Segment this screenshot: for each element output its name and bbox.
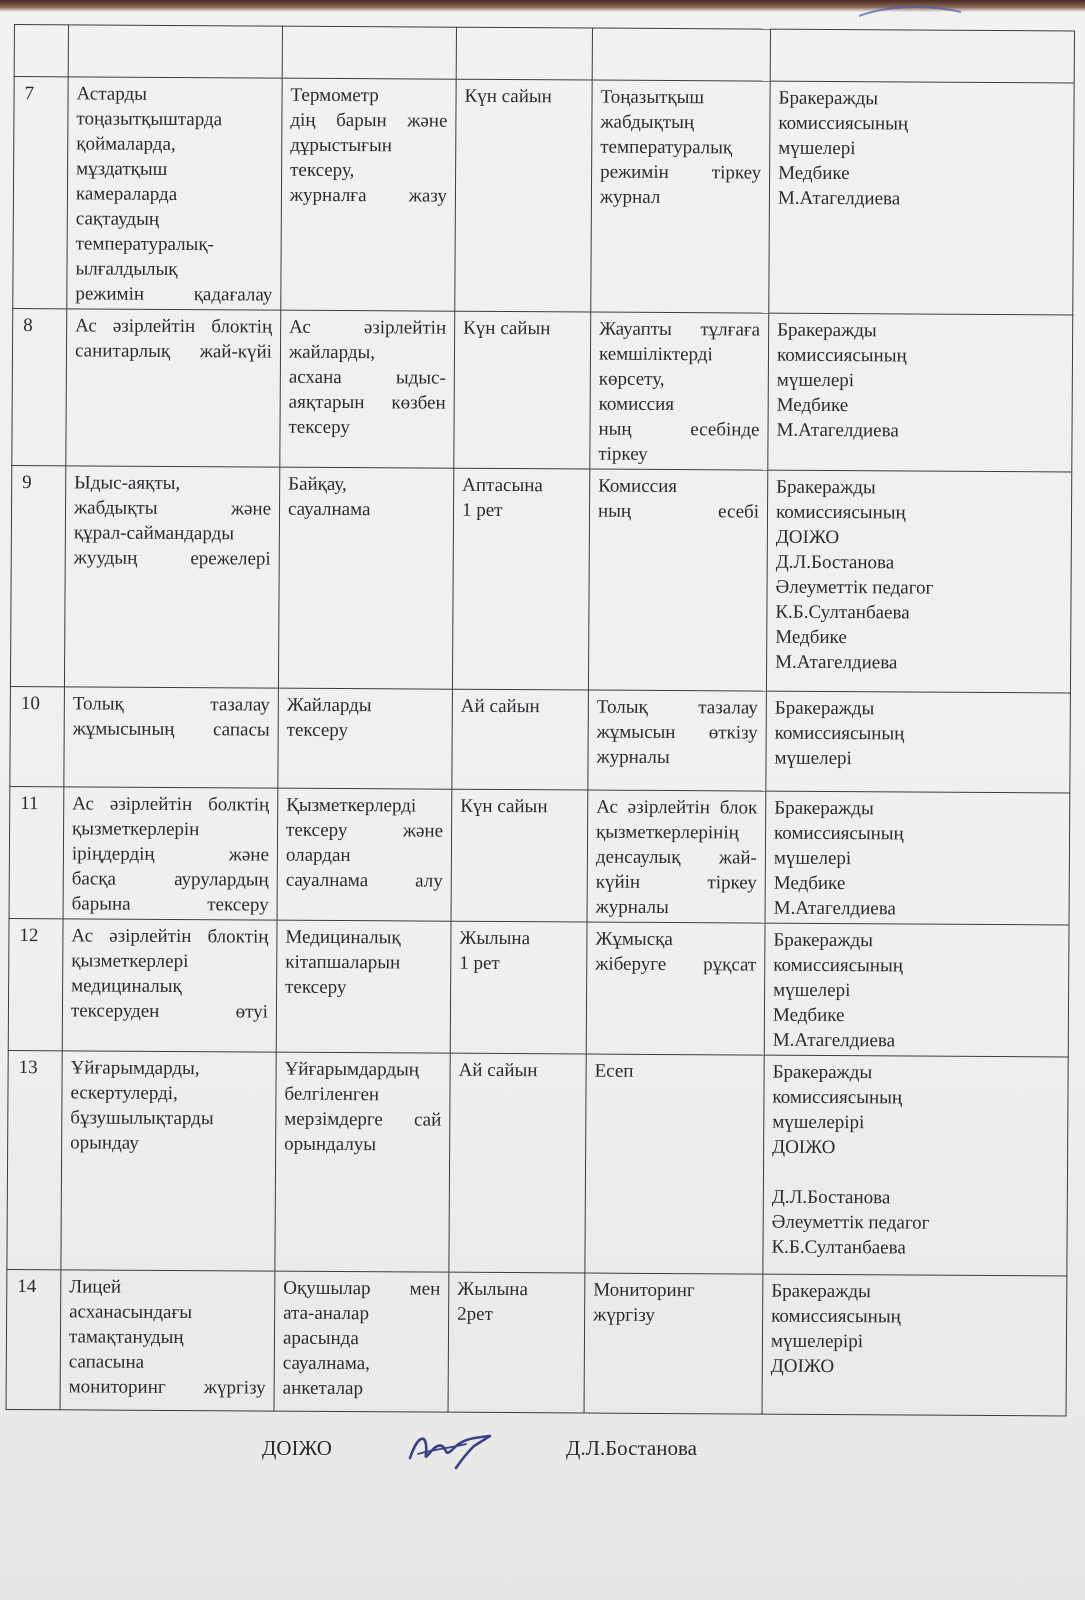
document-line: Жұмысқа [595,928,673,951]
event-line: тексеруден өтуі [70,1000,269,1023]
cell-event [60,1270,275,1411]
document-line: жүргізу [593,1304,655,1326]
method-line: аяқтарын көзбен [288,391,446,414]
row-number: 13 [18,1057,38,1079]
document-line: жіберуге рұқсат [595,953,757,976]
responsible-line: комиссиясының [773,954,903,977]
responsible-line: Бракеражды [776,476,876,499]
document-line: тіркеу [598,443,648,465]
frequency-line: Күн сайын [464,85,552,108]
table-row [14,25,1074,83]
document-line: жұмысын өткізу [596,721,758,744]
method-line: Термометр [290,84,379,107]
event-line: қызметкерлері [71,950,189,973]
responsible-line: мүшелері [773,847,852,870]
responsible-line: мүшелерірі [770,1330,864,1353]
method-line: Ас әзірлейтін [289,316,447,339]
cell-method [282,26,456,79]
table-row [6,1269,1067,1415]
event-line: Ыдыс-аяқты, [74,472,181,495]
method-line: Қызметкерлерді [286,794,417,817]
responsible-line: Медбике [778,162,850,185]
event-line: асханасындағы [69,1301,193,1324]
table-row [9,786,1070,924]
responsible-line: Бракеражды [777,319,877,342]
table-row [8,918,1069,1056]
table-body [6,25,1074,1416]
responsible-line: комиссиясының [774,822,904,845]
responsible-line: М.Атагелдиева [773,897,896,920]
table-row [13,77,1074,315]
cell-frequency [452,468,589,690]
document-line: журналы [595,896,669,919]
cell-num [9,786,64,918]
responsible-line: Бракеражды [778,87,879,110]
cell-frequency [456,27,592,80]
responsible-line: Медбике [775,626,847,649]
cell-document [588,690,767,791]
event-line: жұмысының сапасы [72,718,270,741]
cell-method [281,78,456,311]
method-line: кітапшаларын [285,951,401,974]
cell-document [591,80,770,313]
responsible-line: мүшелерірі [772,1111,865,1134]
frequency-line: Жылына [459,927,531,950]
method-line: Жайларды [286,694,372,717]
signer-position: ДОІЖО [262,1436,332,1460]
method-line: тексеру [288,416,350,439]
responsible-line: Медбике [772,1004,845,1027]
row-number: 14 [17,1276,37,1298]
event-line: жуудың ережелері [73,547,271,570]
method-line: тексеру [285,976,347,999]
frequency-line: Күн сайын [460,795,548,818]
method-line: анкеталар [282,1377,364,1400]
method-line: белгіленген [284,1083,380,1106]
cell-responsible [764,923,1069,1057]
cell-responsible [770,29,1074,83]
table-row [10,686,1071,792]
frequency-line: 1 рет [459,952,500,974]
cell-method [275,1052,450,1272]
row-number: 9 [22,472,32,494]
cell-document [586,922,765,1055]
cell-num [7,1050,62,1269]
responsible-line: М.Атагелдиева [772,1029,896,1052]
cell-num [10,465,65,686]
event-line: барына тексеру [71,893,269,916]
document-line: Тоңазытқыш [600,86,705,109]
cell-responsible [765,791,1070,925]
method-line: сауалнама алу [285,869,443,892]
cell-num [8,918,63,1050]
cell-responsible [766,470,1071,693]
cell-responsible [763,1055,1068,1276]
event-line: басқа аурулардың [71,868,269,891]
table-row [10,465,1071,692]
responsible-line: мүшелері [773,979,851,1002]
cell-document [592,28,770,81]
responsible-line: Медбике [776,394,849,417]
cell-frequency [452,689,589,790]
method-line: ата-аналар [283,1302,370,1325]
method-line: дұрыстығын [290,134,392,157]
responsible-line: К.Б.Султанбаева [771,1236,906,1259]
document-line: температуралық [600,136,733,159]
responsible-line [772,1160,1059,1187]
event-line: ылғалдылық [75,258,178,281]
document-line: журналы [596,746,670,769]
event-line: бұзушылықтарды [70,1107,214,1130]
document-line: Жауапты тұлғаға [599,318,761,341]
cell-method [278,688,453,789]
cell-method [276,920,451,1053]
document-line: Есеп [594,1060,634,1082]
document-line: ның есебі [597,500,760,523]
event-line: орындау [70,1132,139,1154]
responsible-line: комиссиясының [775,501,906,524]
cell-frequency [454,311,591,469]
frequency-line: Аптасына [462,474,543,497]
event-line: Астарды [76,83,147,105]
cell-event [62,919,277,1052]
responsible-line: комиссиясының [772,1086,903,1109]
frequency-line: Ай сайын [458,1059,538,1082]
event-line: сақтаудың [75,208,160,230]
method-line: арасында [282,1327,359,1350]
document-line: көрсету, [598,368,665,390]
document-line: Мониторинг [593,1279,695,1302]
document-line: комиссия [598,393,675,416]
cell-method [274,1271,449,1412]
cell-responsible [766,691,1071,793]
event-line: ескертулерді, [70,1082,178,1105]
cell-responsible [769,81,1074,315]
method-line: сауалнама, [282,1352,371,1375]
cell-document [590,312,769,470]
cell-frequency [451,789,588,922]
responsible-line: ДОІЖО [772,1136,836,1159]
document-line: Ас әзірлейтін блок [596,796,758,819]
cell-event [61,1051,276,1271]
cell-responsible [768,313,1073,472]
cell-document [585,1054,764,1274]
row-number: 10 [20,693,40,715]
cell-event [67,77,282,310]
method-line: Байқау, [288,473,347,496]
cell-event [63,787,278,920]
cell-method [278,467,453,689]
cell-frequency [449,1053,586,1273]
row-number: 8 [23,315,33,337]
method-line: Оқушылар мен [283,1277,441,1300]
signer-name: Д.Л.Бостанова [566,1436,697,1460]
event-line: тамақтанудың [68,1326,184,1349]
method-line: мерзімдерге сай [284,1108,442,1131]
responsible-line: М.Атагелдиева [776,419,899,442]
cell-frequency [455,79,592,312]
frequency-line: 2рет [457,1303,493,1325]
method-line: тексеру және [286,819,444,842]
document-line: денсаулық жай- [595,846,757,869]
cell-num [12,308,67,465]
signature-footer [0,1436,1085,1476]
row-number: 11 [20,793,39,815]
frequency-line: Күн сайын [463,317,551,340]
cell-event [64,466,279,688]
responsible-line: мүшелері [778,137,856,160]
cell-document [587,790,766,923]
event-line: Ас әзірлейтін блоктің [75,315,273,338]
document-line: журнал [599,186,661,208]
method-line: Медициналық [285,926,401,949]
responsible-line: Бракеражды [774,697,875,720]
cell-method [280,310,455,468]
method-line: Ұйғарымдардың [284,1058,420,1081]
document-line: Толық тазалау [596,696,758,719]
responsible-line: Бракеражды [772,1061,873,1084]
document-line: кемшіліктерді [598,343,713,366]
responsible-line: ДОІЖО [770,1355,835,1378]
cell-method [277,788,452,921]
document-line: Комиссия [598,475,678,498]
responsible-line: Әлеуметтік педагог [771,1211,930,1234]
cell-num [6,1269,61,1409]
responsible-line: К.Б.Султанбаева [775,601,910,624]
cell-num [10,686,65,786]
responsible-line: М.Атагелдиева [777,187,901,210]
responsible-line: Бракеражды [774,797,874,820]
event-line: медициналық [71,975,182,998]
cell-document [588,469,767,691]
frequency-line: Жылына [457,1278,528,1301]
cell-event [64,687,279,788]
method-line: олардан [285,844,351,867]
method-line: жайларды, [288,341,376,364]
cell-num [13,77,68,309]
event-line: іріңдердің және [71,843,269,866]
event-line: Лицей [69,1276,122,1298]
table-row [7,1050,1068,1275]
responsible-line: комиссиясының [776,344,907,367]
document-line: қызметкерлерінің [596,821,739,844]
frequency-line: Ай сайын [460,695,540,718]
cell-event [66,309,281,467]
method-line: дің барын және [290,109,448,132]
event-line: санитарлық жай-күйі [74,340,273,363]
document-line: режимін тіркеу [600,161,762,184]
cell-frequency [448,1272,585,1413]
responsible-line: М.Атагелдиева [775,651,898,674]
responsible-line: комиссиясының [771,1305,901,1328]
cell-num [14,25,68,77]
cell-responsible [762,1274,1067,1416]
responsible-line: комиссиясының [778,112,909,135]
method-line: сауалнама [287,498,371,521]
responsible-line: мүшелері [776,369,855,392]
event-line: Толық тазалау [72,693,270,716]
responsible-line: комиссиясының [774,722,905,745]
cell-event [68,25,282,78]
event-line: қызметкерлерін [72,818,200,841]
document-line: күйін тіркеу [595,871,757,894]
method-line: асхана ыдыс- [288,366,446,389]
responsible-line: Д.Л.Бостанова [775,551,895,574]
event-line: жабдықты және [73,497,272,520]
event-line: Ұйғарымдарды, [70,1057,200,1080]
control-plan-table [6,24,1075,1416]
event-line: Ас әзірлейтін болктің [72,793,270,816]
handwritten-signature [404,1424,504,1472]
row-number: 12 [19,925,39,947]
table-row [12,308,1073,471]
event-line: мониторинг жүргізу [68,1376,266,1399]
method-line: журналға жазу [289,184,448,207]
method-line: тексеру, [290,159,355,182]
responsible-line: Бракеражды [771,1280,871,1303]
responsible-line: ДОІЖО [775,526,840,549]
document-line: ның есебінде [598,418,760,441]
responsible-line: мүшелері [774,747,852,770]
event-line: қоймаларда, [76,133,176,155]
event-line: тоңазытқыштарда [76,108,223,131]
method-line: тексеру [286,719,349,742]
responsible-line: Әлеуметтік педагог [775,576,934,599]
event-line: Ас әзірлейтін блоктің [71,925,269,948]
event-line: мұздатқыш [76,158,168,180]
event-line: сапасына [68,1351,145,1373]
event-line: режимін қадағалау [75,283,273,306]
method-line: орындалуы [284,1133,377,1156]
pen-stroke-mark [855,2,965,22]
row-number: 7 [24,83,35,105]
cell-document [584,1273,763,1414]
responsible-line: Бракеражды [773,929,874,952]
event-line: камераларда [75,183,178,205]
cell-frequency [450,921,587,1054]
responsible-line: Медбике [773,872,846,895]
frequency-line: 1 рет [461,499,503,521]
responsible-line: Д.Л.Бостанова [771,1186,891,1209]
event-line: температуралық- [75,233,214,256]
event-line: құрал-саймандарды [73,522,235,545]
document-line: жабдықтың [600,111,695,134]
